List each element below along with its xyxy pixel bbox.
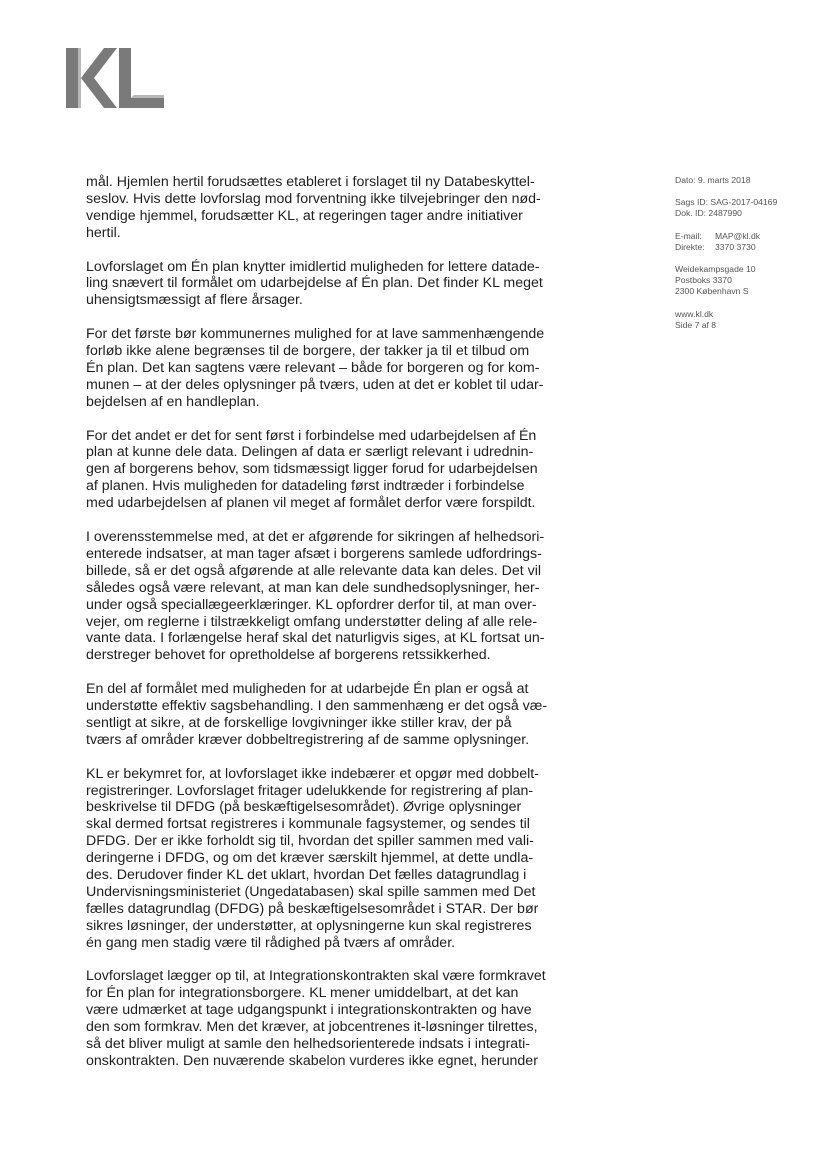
body-line: sikres løsninger, der understøtter, at oplysningerne kun skal registreres — [86, 917, 532, 934]
website: www.kl.dk — [675, 308, 714, 319]
body-line: tværs af områder kræver dobbeltregistrering af de samme oplysninger. — [86, 731, 530, 748]
address-group — [675, 264, 815, 298]
email-value: MAP@kl.dk — [715, 230, 761, 241]
address-line: Postboks 3370 — [675, 275, 732, 286]
body-line: være udmærket at tage udgangspunkt i integrationskontrakten og have — [86, 1002, 532, 1019]
body-line: uhensigtsmæssigt af flere årsager. — [86, 292, 303, 309]
body-line: For det andet er det for sent først i forbindelse med udarbejdelsen af Én — [86, 427, 537, 444]
reference-group — [675, 197, 815, 219]
letter-meta-sidebar — [675, 175, 815, 342]
direct-phone-value: 3370 3730 — [715, 241, 756, 252]
body-line: des. Derudover finder KL det uklart, hvordan Det fælles datagrundlag i — [86, 867, 527, 884]
email-label: E-mail: — [675, 230, 702, 241]
body-line: skal dermed fortsat registreres i kommunale fagsystemer, og sendes til — [86, 816, 530, 833]
body-line: enterede indsatser, at man tager afsæt i borgerens samlede udfordrings- — [86, 545, 542, 562]
web-group — [675, 309, 815, 331]
body-line: fælles datagrundlag (DFDG) på beskæftigelsesområdet i STAR. Der bør — [86, 900, 539, 917]
case-id: Sags ID: SAG-2017-04169 — [675, 197, 778, 208]
body-line: én gang men stadig være til rådighed på tværs af områder. — [86, 934, 456, 951]
direct-phone-row — [675, 242, 815, 253]
body-line: vante data. I forlængelse heraf skal det naturligvis siges, at KL fortsat un- — [86, 630, 545, 647]
body-line: understøtte effektiv sagsbehandling. I den sammenhæng er det også væ- — [86, 698, 548, 715]
body-line: ling snævert til formålet om udarbejdelse af Én plan. Det finder KL meget — [86, 275, 543, 292]
body-line: sentligt at sikre, at de forskellige lovgivninger ikke stiller krav, der på — [86, 714, 512, 731]
body-line: En del af formålet med muligheden for at udarbejde Én plan er også at — [86, 681, 529, 698]
body-paragraph — [86, 968, 564, 1069]
body-line: så det bliver muligt at samle den helhedsorienterede indsats i integrati- — [86, 1036, 530, 1053]
body-line: registreringer. Lovforslaget fritager udelukkende for registrering af plan- — [86, 782, 534, 799]
body-paragraph — [86, 428, 564, 513]
body-line: den som formkrav. Men det kræver, at jobcentrenes it-løsninger tilrettes, — [86, 1019, 538, 1036]
address-line: 2300 København S — [675, 286, 749, 297]
body-line: DFDG. Der er ikke forholdt sig til, hvordan det spiller sammen med vali- — [86, 833, 534, 850]
contact-group — [675, 231, 815, 253]
body-line: gen af borgerens behov, som tidsmæssigt ligger forud for udarbejdelsen — [86, 461, 538, 478]
body-line: munen – at der deles oplysninger på tværs, uden at det er koblet til udar- — [86, 376, 544, 393]
body-line: af planen. Hvis muligheden for datadeling først indtræder i forbindelse — [86, 478, 525, 495]
document-id: Dok. ID: 2487990 — [675, 208, 742, 219]
body-line: vendige hjemmel, forudsætter KL, at regeringen tager andre initiativer — [86, 207, 523, 224]
body-line: onskontrakten. Den nuværende skabelon vurderes ikke egnet, herunder — [86, 1053, 538, 1070]
body-line: Undervisningsministeriet (Ungedatabasen) skal spille sammen med Det — [86, 883, 536, 900]
body-paragraph — [86, 529, 564, 664]
page-number: Side 7 af 8 — [675, 319, 717, 330]
body-line: under også speciallægeerklæringer. KL opfordrer derfor til, at man over- — [86, 596, 537, 613]
body-line: for Én plan for integrationsborgere. KL mener umiddelbart, at det kan — [86, 985, 519, 1002]
kl-logo — [64, 44, 166, 112]
body-line: forløb ikke alene begrænses til de borgere, der takker ja til et tilbud om — [86, 343, 530, 360]
body-paragraph — [86, 259, 564, 310]
body-line: Én plan. Det kan sagtens være relevant – både for borgeren og for kom- — [86, 359, 540, 376]
email-row — [675, 231, 815, 242]
body-line: seslov. Hvis dette lovforslag mod forventning ikke tilvejebringer den nød- — [86, 190, 541, 207]
body-line: beskrivelse til DFDG (på beskæftigelsesområdet). Øvrige oplysninger — [86, 799, 522, 816]
body-line: vejer, om reglerne i tilstrækkeligt omfang understøtter deling af alle rele- — [86, 613, 538, 630]
address-line: Weidekampsgade 10 — [675, 264, 756, 275]
direct-phone-label: Direkte: — [675, 241, 705, 252]
letter-body — [86, 174, 564, 1087]
date-group — [675, 175, 815, 186]
letter-date: Dato: 9. marts 2018 — [675, 175, 751, 185]
body-line: billede, så er det også afgørende at alle relevante data kan deles. Det vil — [86, 562, 542, 579]
body-line: Lovforslaget lægger op til, at Integrationskontrakten skal være formkravet — [86, 968, 546, 985]
body-line: mål. Hjemlen hertil forudsættes etableret i forslaget til ny Databeskyttel- — [86, 174, 535, 190]
body-paragraph — [86, 326, 564, 411]
body-paragraph — [86, 174, 564, 242]
body-paragraph — [86, 766, 564, 952]
body-line: I overensstemmelse med, at det er afgørende for sikringen af helhedsori- — [86, 528, 545, 545]
body-line: Lovforslaget om Én plan knytter imidlertid muligheden for lettere datade- — [86, 258, 540, 275]
body-paragraph — [86, 681, 564, 749]
body-line: derstreger behovet for opretholdelse af borgerens retssikkerhed. — [86, 647, 491, 664]
body-line: hertil. — [86, 224, 121, 241]
body-line: deringerne i DFDG, og om det kræver særskilt hjemmel, at dette undla- — [86, 850, 534, 867]
body-line: KL er bekymret for, at lovforslaget ikke indebærer et opgør med dobbelt- — [86, 765, 539, 782]
body-line: For det første bør kommunernes mulighed for at lave sammenhængende — [86, 326, 545, 343]
body-line: plan at kunne dele data. Delingen af data er særligt relevant i udrednin- — [86, 444, 534, 461]
body-line: bejdelsen af en handleplan. — [86, 393, 260, 410]
body-line: med udarbejdelsen af planen vil meget af formålet derfor være forspildt. — [86, 495, 536, 512]
body-line: således også være relevant, at man kan dele sundhedsoplysninger, her- — [86, 579, 540, 596]
